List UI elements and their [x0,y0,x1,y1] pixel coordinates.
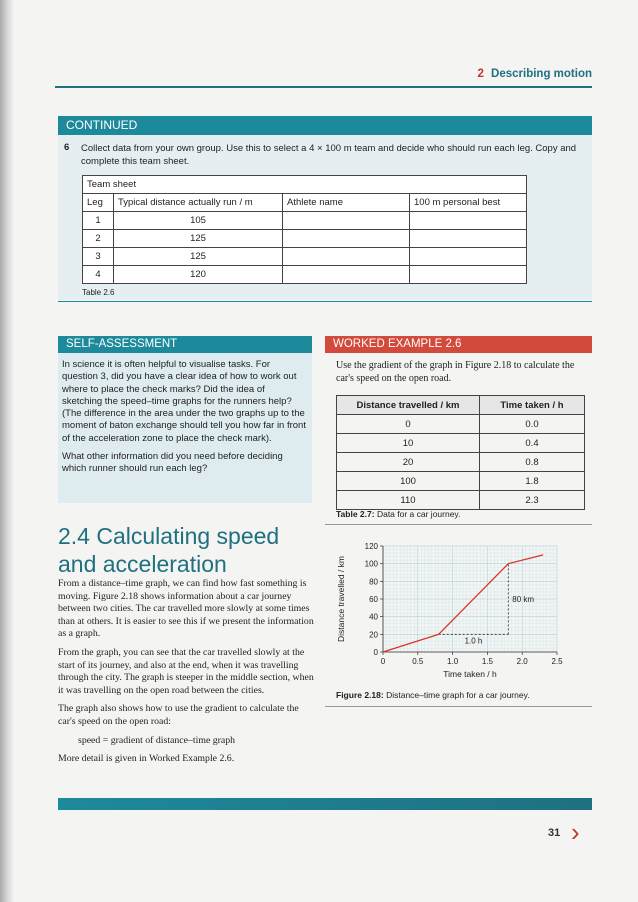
cell: 110 [337,491,480,510]
caption-label: Table 2.7: [336,509,375,519]
section-body [58,578,316,772]
run-label: 1.0 h [464,636,483,646]
rise-label: 80 km [512,595,535,604]
table-row [337,415,585,434]
team-sheet-table [82,175,527,284]
cell: 105 [114,212,283,230]
equation: speed = gradient of distance–time graph [78,734,236,746]
paragraph: The graph also shows how to use the gradient to calculate the car's speed on the open road: [58,703,299,727]
caption-text: Distance–time graph for a car journey. [386,690,530,700]
cell: 120 [114,266,283,284]
cell: 0.8 [480,453,585,472]
y-tick-label: 60 [369,595,378,604]
y-tick-label: 40 [369,612,378,622]
chart-ticks [365,542,563,666]
cell: 125 [114,230,283,248]
cell: 3 [83,248,114,266]
cell: 0 [337,415,480,434]
running-header [470,68,592,80]
team-sheet-title: Team sheet [83,176,527,194]
table-row [83,266,527,284]
cell: 2.3 [480,491,585,510]
cell: 100 [337,472,480,491]
col-header-distance: Distance travelled / km [337,396,480,415]
cell: 4 [83,266,114,284]
cell[interactable] [410,212,527,230]
x-tick-label: 0.5 [412,657,424,666]
caption-text: Data for a car journey. [376,509,461,519]
table-caption: Table 2.6 [82,288,115,297]
paragraph: What other information did you need before deciding which runner should run each leg? [62,451,283,475]
y-tick-label: 120 [364,542,378,551]
question-number: 6 [64,142,70,153]
cell: 0.0 [480,415,585,434]
cell: 10 [337,434,480,453]
worked-example-text: Use the gradient of the graph in Figure 2.18 to calculate the car's speed on the open road. [336,360,575,384]
header-rule [55,86,592,88]
col-header-distance: Typical distance actually run / m [114,194,283,212]
self-assessment-text [62,359,306,482]
y-tick-label: 0 [373,648,378,657]
x-tick-label: 2.5 [551,657,563,666]
x-tick-label: 0 [380,657,386,666]
table-row [337,472,585,491]
page-number: 31 [548,827,561,839]
cell: 125 [114,248,283,266]
caption-label: Figure 2.18: [336,690,384,700]
col-header-leg: Leg [83,194,114,212]
cell[interactable] [283,248,410,266]
table-row [337,491,585,510]
cell[interactable] [410,266,527,284]
worked-example-rule [325,524,592,525]
cell: 2 [83,230,114,248]
cell: 20 [337,453,480,472]
col-header-athlete: Athlete name [283,194,410,212]
x-tick-label: 1.0 [447,657,459,666]
distance-time-graph [325,534,592,686]
y-tick-label: 80 [369,577,378,587]
paragraph: From a distance–time graph, we can find how fast something is moving. Figure 2.18 shows information about a car journey between two cities. The car travelled more slowly at some times than at others. It is easier to see this if we present the information as a graph. [58,578,314,640]
col-header-pb: 100 m personal best [410,194,527,212]
table-2-7-caption [336,509,460,519]
question-text: Collect data from your own group. Use this to select a 4 × 100 m team and decide who should run each leg. Copy and complete this team sheet. [81,143,577,167]
table-row [83,212,527,230]
next-page-chevron-icon[interactable]: › [571,817,580,847]
self-assessment-title: SELF-ASSESSMENT [58,336,312,353]
y-tick-label: 20 [369,630,378,640]
cell: 1 [83,212,114,230]
cell[interactable] [410,230,527,248]
page-spine-shadow [0,0,14,902]
section-heading: 2.4 Calculating speed and acceleration [58,523,280,577]
cell[interactable] [283,230,410,248]
col-header-time: Time taken / h [480,396,585,415]
x-tick-label: 2.0 [516,657,528,666]
cell: 0.4 [480,434,585,453]
figure-2-18-caption [336,690,530,700]
paragraph: From the graph, you can see that the car travelled slowly at the start of its journey, and also at the end, when it was travelling through the city. The graph is steeper in the middle section, when it was travelling on the open road between the cities. [58,646,314,696]
x-axis-label: Time taken / h [443,669,497,679]
footer-bar [58,798,592,810]
table-row [337,453,585,472]
chapter-number: 2 [477,68,484,80]
journey-table [336,395,585,510]
cell[interactable] [283,266,410,284]
cell[interactable] [410,248,527,266]
continued-title: CONTINUED [58,116,592,135]
table-row [83,248,527,266]
y-axis-label: Distance travelled / km [336,556,346,642]
figure-rule [325,706,592,707]
chart-annotations [439,564,535,646]
cell: 1.8 [480,472,585,491]
chapter-title: Describing motion [491,68,592,80]
cell[interactable] [283,212,410,230]
y-tick-label: 100 [364,559,378,569]
table-row [83,230,527,248]
continued-rule [58,301,592,302]
worked-example-title: WORKED EXAMPLE 2.6 [325,336,592,353]
paragraph: More detail is given in Worked Example 2.6. [58,753,235,765]
table-row [337,434,585,453]
x-tick-label: 1.5 [481,657,493,666]
paragraph: In science it is often helpful to visualise tasks. For question 3, did you have a clear idea of how to work out where to place the check marks? Did the idea of sketching the speed–time graphs for the runners help? (The difference in the area under the two graphs up to the moment of baton exchange should tell you how far in front of the acceleration zone to place the check mark). [62,359,306,444]
